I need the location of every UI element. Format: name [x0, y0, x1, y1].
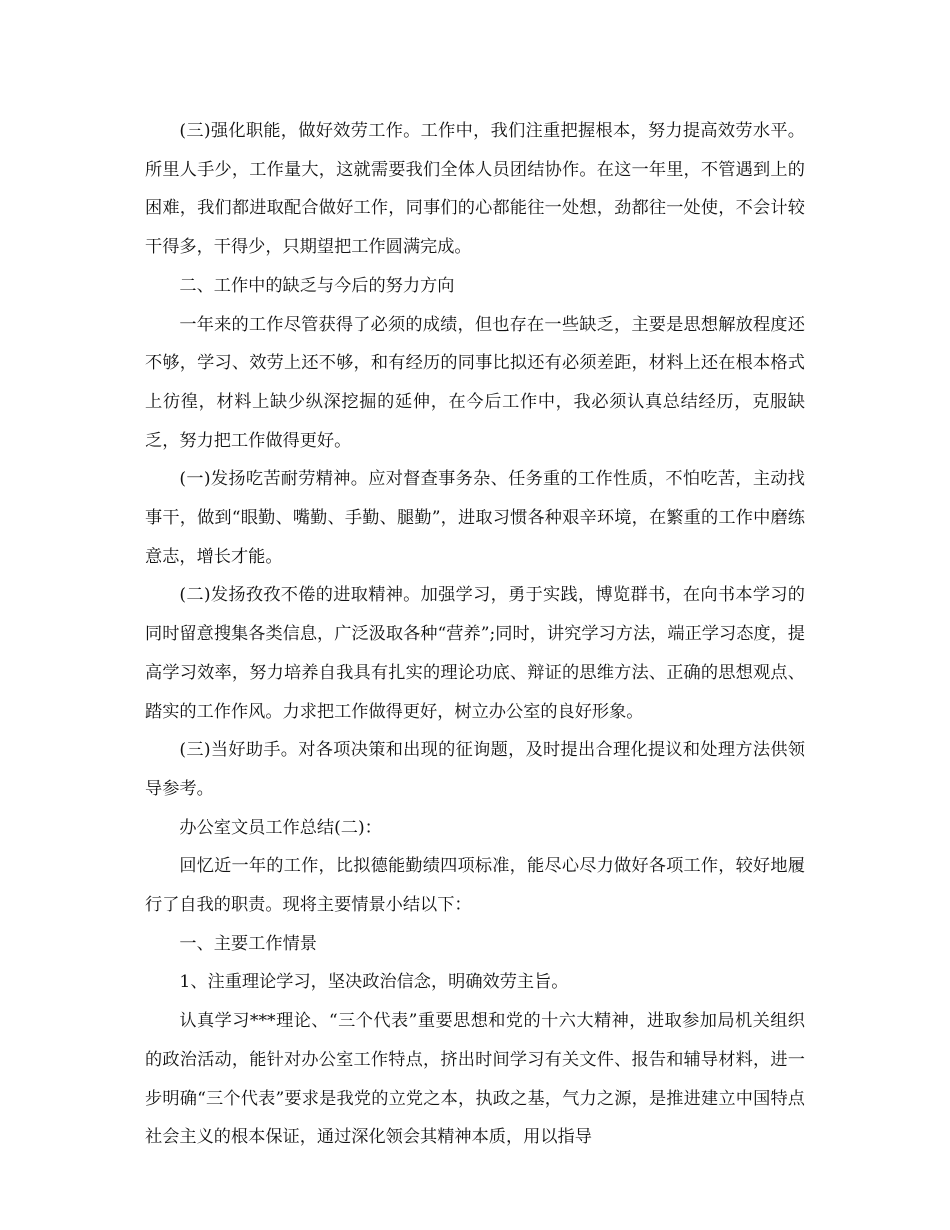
paragraph-enterprising-spirit: (二)发扬孜孜不倦的进取精神。加强学习，勇于实践，博览群书，在向书本学习的同时留意搜集各类信息，广泛汲取各种“营养”;同时，讲究学习方法，端正学习态度，提高学习效率，努力培养自我具有扎实的理论功底、辩证的思维方法、正确的思想观点、踏实的工作作风。力求把工作做得更好，树立办公室的良好形象。 [145, 585, 805, 722]
paragraph-study-details: 认真学习***理论、“三个代表”重要思想和党的十六大精神，进取参加局机关组织的政治活动，能针对办公室工作特点，挤出时间学习有关文件、报告和辅导材料，进一步明确“三个代表”要求是我党的立党之本，执政之基，气力之源，是推进建立中国特点社会主义的根本保证，通过深化领会其精神本质，用以指导 [145, 1011, 805, 1148]
paragraph-good-assistant: (三)当好助手。对各项决策和出现的征询题，及时提出合理化提议和处理方法供领导参考。 [145, 740, 805, 799]
document-page [145, 112, 805, 1157]
heading-main-work: 一、主要工作情景 [179, 933, 317, 954]
section-title-summary-two: 办公室文员工作总结(二)： [179, 817, 382, 838]
paragraph-recall-year: 回忆近一年的工作，比拟德能勤绩四项标准，能尽心尽力做好各项工作，较好地履行了自我的职责。现将主要情景小结以下： [145, 856, 805, 916]
paragraph-year-review: 一年来的工作尽管获得了必须的成绩，但也存在一些缺乏，主要是思想解放程度还不够，学习、效劳上还不够，和有经历的同事比拟还有必须差距，材料上还在根本格式上彷徨，材料上缺少纵深挖掘的延伸，在今后工作中，我必须认真总结经历，克服缺乏，努力把工作做得更好。 [145, 314, 805, 451]
paragraph-section-3-strengthen-function: (三)强化职能，做好效劳工作。工作中，我们注重把握根本，努力提高效劳水平。所里人手少，工作量大，这就需要我们全体人员团结协作。在这一年里，不管遇到上的困难，我们都进取配合做好工作，同事们的心都能往一处想，劲都往一处使，不会计较干得多，干得少，只期望把工作圆满完成。 [145, 121, 805, 258]
heading-shortcomings-and-direction: 二、工作中的缺乏与今后的努力方向 [179, 275, 455, 296]
subheading-theory-study: 1、注重理论学习，坚决政治信念，明确效劳主旨。 [179, 972, 569, 993]
paragraph-hardworking-spirit: (一)发扬吃苦耐劳精神。应对督查事务杂、任务重的工作性质，不怕吃苦，主动找事干，做到“眼勤、嘴勤、手勤、腿勤”，进取习惯各种艰辛环境，在繁重的工作中磨练意志，增长才能。 [145, 469, 805, 567]
